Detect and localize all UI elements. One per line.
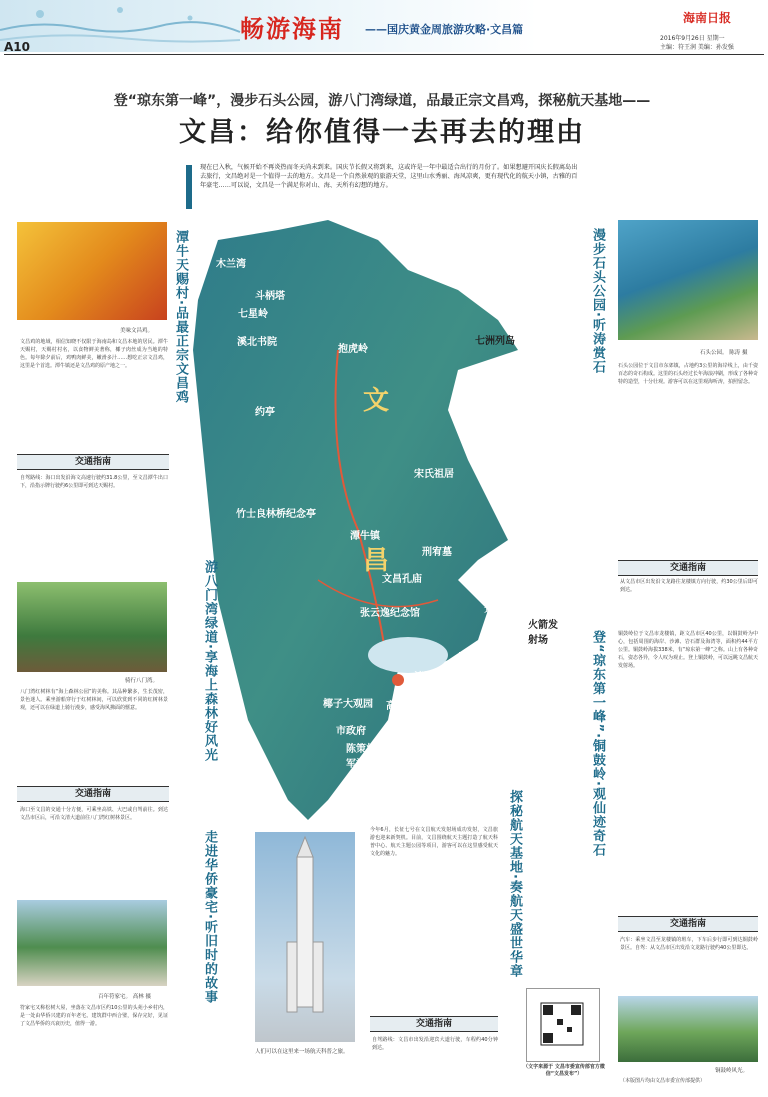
map-place-label: 椰子大观园 bbox=[323, 699, 373, 710]
photo-tonggu-ridge bbox=[618, 996, 758, 1062]
traffic-guide-title: 交通指南 bbox=[618, 560, 758, 576]
traffic-guide-text: 从文昌市区出发沿文龙路往龙楼镇方向行驶，约30公里后即可到达。 bbox=[620, 579, 758, 593]
article-intro: 现在已入秋，气候开始不再炎热而冬天尚未到来。国庆节长假又将到来，这或许是一年中最适合出行的月份了。如果想避开国庆长假离岛出去旅行，文昌绝对是一个值得一去的地方。文昌是一个自然景观的旅游天堂，这里山水秀丽、海风凉爽，更有现代化的航天小镇，古雅的百年豪宅……可以说，文昌是一个满足你对山、海、天所有幻想的地方。 bbox=[200, 164, 578, 189]
section-body: 今年6月，长征七号在文昌航天发射场成功发射，文昌旅游也迎来新契机。目前，文昌围绕航天主题打造了航天科普中心、航天主题公园等项目，游客可以在这里感受航天文化的魅力。 bbox=[370, 827, 498, 857]
photo-wenchang-chicken bbox=[17, 222, 167, 320]
map-place-label: 火箭发射场 bbox=[528, 620, 558, 646]
section-title: 畅游海南 bbox=[240, 14, 344, 43]
photo-credit-note: （本版图片均由文昌市委宣传部提供） bbox=[620, 1078, 706, 1084]
map-place-label: 刑宥墓 bbox=[422, 547, 452, 558]
paper-logo: 海南日报 bbox=[683, 11, 732, 25]
photo-caption: 铜鼓岭风光。 bbox=[715, 1068, 749, 1074]
section-body: 文昌鸡的地域，相信知晓不仅限于海南岛和文昌本地的居民。潭牛天赐村，天赐村村名，以食物鲜美著称，椰子肉丝成为当地的特色。每年除夕前后，鸡鸭肉鲜美，嫩滑多汁……想吃正宗文昌鸡，这里是个首选。潭牛镇还是文昌鸡的原产地之一。 bbox=[20, 339, 168, 369]
traffic-guide-text: 自驾路线：海口出发沿海文高速行驶约31.8公里，至文昌潭牛出口下，沿指示牌行驶约6公里即可到达天赐村。 bbox=[20, 475, 168, 489]
map-place-label: 竹士良林桥纪念亭 bbox=[236, 509, 316, 520]
qr-caption: （文字来源于 文昌市委宣传部官方微信“文昌发布”） bbox=[523, 1064, 605, 1077]
map-place-label: 铜鼓岭风景区 bbox=[484, 589, 524, 615]
section-heading: 探秘航天基地·奏航天盛世华章 bbox=[507, 790, 522, 978]
map-place-label: 木兰湾 bbox=[216, 259, 246, 270]
map-place-label: 抱虎岭 bbox=[338, 344, 368, 355]
photo-caption: 骑行八门湾。 bbox=[125, 678, 159, 684]
page-number: A10 bbox=[4, 40, 30, 54]
section-heading: 游八门湾绿道·享海上森林好风光 bbox=[202, 560, 217, 762]
editor-credit: 主编：符王润 美编：孙发强 bbox=[660, 44, 734, 51]
map-place-label: 溪北书院 bbox=[237, 337, 277, 348]
map-place-label: 宋氏祖居 bbox=[414, 469, 454, 480]
section-subtitle: ——国庆黄金周旅游攻略·文昌篇 bbox=[365, 23, 524, 36]
section-heading: 漫步石头公园·听涛赏石 bbox=[590, 228, 605, 374]
header-rule bbox=[4, 54, 764, 55]
article-kicker: 登“琼东第一峰”，漫步石头公园，游八门湾绿道，品最正宗文昌鸡，探秘航天基地—— bbox=[113, 93, 651, 109]
map-place-label: 七洲列岛 bbox=[475, 336, 515, 347]
photo-rocket-launch-site bbox=[255, 832, 355, 1042]
map-region-label-chang: 昌 bbox=[363, 546, 390, 576]
map-place-label: 高隆湾 bbox=[386, 701, 416, 712]
traffic-guide-title: 交通指南 bbox=[618, 916, 758, 932]
map-place-label: 东郊椰林 bbox=[492, 685, 532, 696]
star-marker bbox=[392, 674, 404, 686]
traffic-guide-text: 汽车：乘坐文昌至龙楼镇的班车，下车后步行即可到达铜鼓岭景区。自驾：从文昌市区出发沿文龙路行驶约40公里即达。 bbox=[620, 937, 758, 951]
map-place-label: 约亭 bbox=[255, 407, 275, 418]
issue-date: 2016年9月26日 星期一 bbox=[660, 35, 725, 42]
photo-caption: 人们可以在这里来一场航天科普之旅。 bbox=[255, 1049, 349, 1055]
photo-caption: 石头公园。 陈涛 摄 bbox=[700, 350, 748, 356]
section-heading: 走进华侨豪宅·听旧时的故事 bbox=[202, 830, 217, 1004]
map-place-label: 潭牛镇 bbox=[350, 531, 380, 542]
section-body: 八门湾红树林有“海上森林公园”的美称。其品种繁多，生长茂密，景色迷人。乘坐游船穿行于红树林间，可以欣赏到不同的红树林景观，还可以在绿道上骑行漫步，感受海风拂面的惬意。 bbox=[20, 689, 168, 711]
map-place-label: 斗柄塔 bbox=[255, 291, 285, 302]
map-place-label: 市政府 bbox=[336, 726, 366, 737]
photo-caption: 美味文昌鸡。 bbox=[120, 328, 154, 334]
section-body: 石头公园位于文昌市东郊镇，占地约3公里的海岸线上，由千姿百态的奇石构成。这里的石头经过长年海浪冲刷，形成了各种奇特的造型，十分壮观。游客可以在这里观海听涛，拍照留念。 bbox=[618, 363, 758, 385]
section-body: 铜鼓岭位于文昌市龙楼镇，距文昌市区40公里，以铜鼓岭为中心，包括周围的海岸、沙滩、岩石群及海湾等，面积约44平方公里。铜鼓岭海拔338米，有“琼东第一峰”之称。山上有各种奇石，姿态各异，令人叹为观止。登上铜鼓岭，可以远眺文昌航天发射场。 bbox=[618, 631, 758, 669]
qr-code[interactable] bbox=[526, 988, 600, 1062]
traffic-guide-title: 交通指南 bbox=[17, 454, 169, 470]
photo-fu-family-house bbox=[17, 900, 167, 986]
map-place-label: 七星岭 bbox=[238, 309, 268, 320]
map-place-label: 三更峙 bbox=[345, 797, 375, 808]
map-place-label: 文昌孔庙 bbox=[382, 574, 422, 585]
traffic-guide-title: 交通指南 bbox=[17, 786, 169, 802]
map-place-label: 石头公园 bbox=[476, 567, 516, 578]
map-region-label-wen: 文 bbox=[363, 386, 390, 416]
map-place-label: 陈策将军祖居 bbox=[346, 744, 376, 770]
photo-bamen-bay bbox=[17, 582, 167, 672]
section-body: 符家宅又称松树大屋，坐落在文昌市区约10公里的头苑小乡村内，是一处由华侨兴建的百年老宅。建筑群中西合璧，保存完好，见证了文昌华侨的兴衰历史，值得一游。 bbox=[20, 1005, 168, 1027]
traffic-guide-text: 自驾路线：文昌市出发沿迎宾大道行驶，车程约40分钟到达。 bbox=[372, 1037, 498, 1051]
qr-code-icon bbox=[527, 989, 597, 1059]
traffic-guide-text: 海口至文昌的交通十分方便，可乘坐高铁、大巴或自驾前往。到达文昌市区后，可沿文清大道前往八门湾红树林景区。 bbox=[20, 807, 168, 821]
map-place-label: 八门湾红树林 bbox=[456, 652, 496, 678]
photo-caption: 百年符家宅。 高林 摄 bbox=[98, 994, 151, 1000]
traffic-guide-title: 交通指南 bbox=[370, 1016, 498, 1032]
article-headline: 文昌：给你值得一去再去的理由 bbox=[179, 117, 585, 148]
map-place-label: 张云逸纪念馆 bbox=[360, 608, 420, 619]
tourist-map bbox=[158, 200, 608, 840]
rocket-icon bbox=[255, 832, 355, 1042]
photo-stone-park bbox=[618, 220, 758, 340]
section-heading: 登“琼东第一峰”·铜鼓岭·观仙迹奇石 bbox=[590, 630, 605, 857]
map-place-label: 清澜港风景区 bbox=[414, 672, 454, 698]
section-heading: 潭牛天赐村·品最正宗文昌鸡 bbox=[173, 230, 188, 404]
